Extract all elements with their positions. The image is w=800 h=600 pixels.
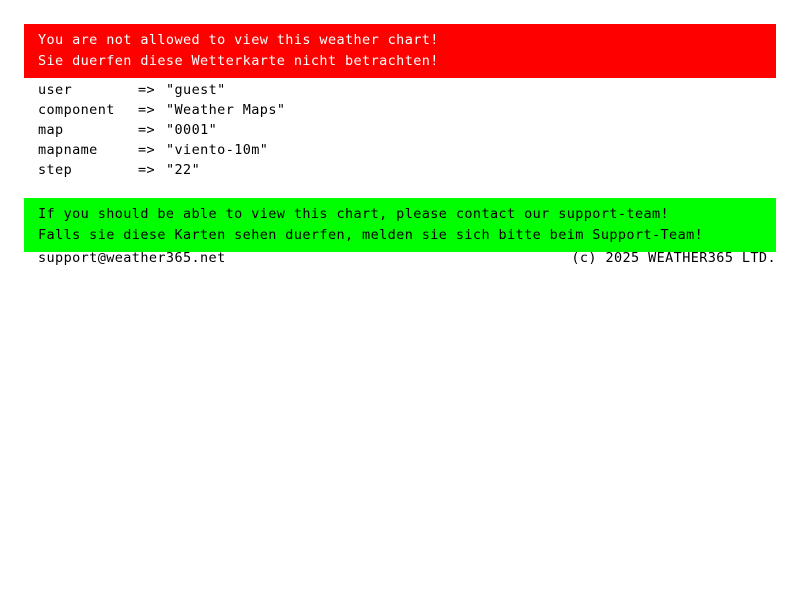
detail-value: "viento-10m" xyxy=(166,142,269,158)
request-details xyxy=(38,80,285,180)
detail-row xyxy=(38,80,285,100)
detail-value: "guest" xyxy=(166,82,226,98)
support-banner-line-de: Falls sie diese Karten sehen duerfen, melden sie sich bitte beim Support-Team! xyxy=(38,227,704,243)
detail-arrow: => xyxy=(138,82,156,98)
detail-key: mapname xyxy=(38,142,98,158)
error-banner-line-en: You are not allowed to view this weather chart! xyxy=(38,32,439,48)
detail-row xyxy=(38,140,285,160)
support-banner-line-en: If you should be able to view this chart, please contact our support-team! xyxy=(38,206,670,222)
error-banner-line-de: Sie duerfen diese Wetterkarte nicht betrachten! xyxy=(38,53,439,69)
detail-arrow: => xyxy=(138,142,156,158)
detail-key: step xyxy=(38,162,73,178)
detail-value: "22" xyxy=(166,162,201,178)
detail-row xyxy=(38,160,285,180)
detail-arrow: => xyxy=(138,162,156,178)
detail-key: map xyxy=(38,122,64,138)
detail-row xyxy=(38,120,285,140)
detail-row xyxy=(38,100,285,120)
support-banner xyxy=(24,198,776,252)
support-email-link[interactable]: support@weather365.net xyxy=(38,250,226,266)
detail-arrow: => xyxy=(138,122,156,138)
copyright-text: (c) 2025 WEATHER365 LTD. xyxy=(571,250,776,266)
detail-arrow: => xyxy=(138,102,156,118)
footer xyxy=(38,250,776,266)
detail-key: user xyxy=(38,82,73,98)
detail-value: "Weather Maps" xyxy=(166,102,286,118)
detail-key: component xyxy=(38,102,115,118)
error-banner xyxy=(24,24,776,78)
detail-value: "0001" xyxy=(166,122,218,138)
